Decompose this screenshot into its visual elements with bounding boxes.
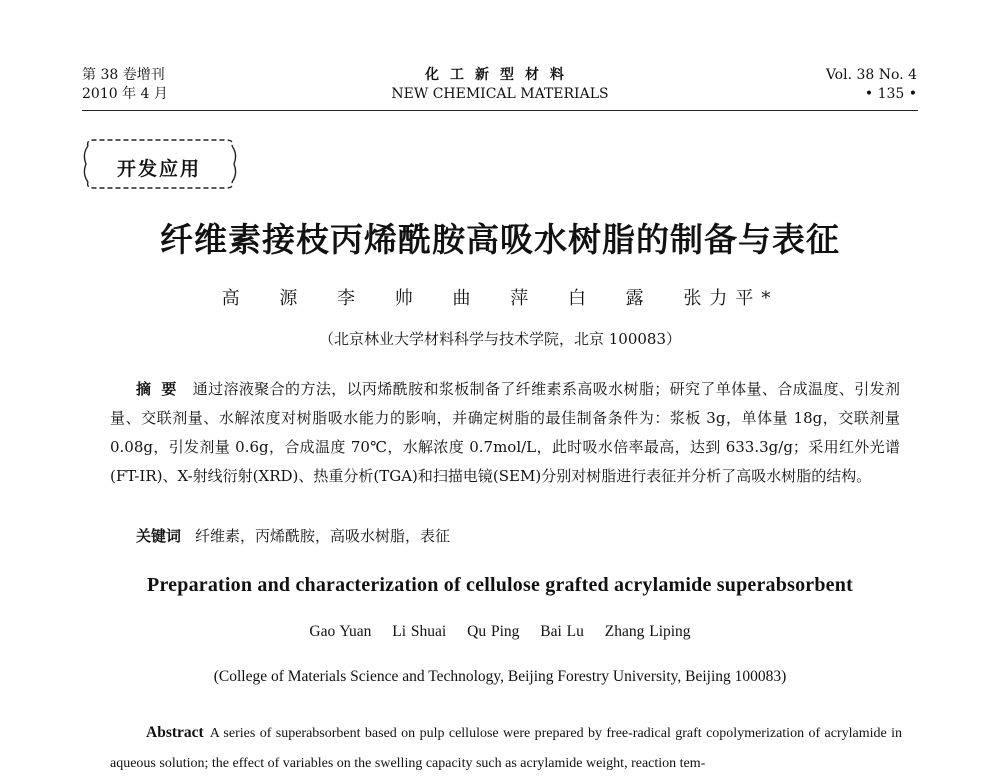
journal-title-cn: 化工新型材料	[425, 67, 575, 83]
header-rule	[82, 110, 918, 111]
author-en: Gao Yuan	[309, 623, 372, 640]
keywords-cn	[136, 525, 450, 546]
volume-en: Vol. 38 No. 4	[825, 67, 917, 83]
abstract-cn-label: 摘要	[136, 380, 187, 398]
author-en: Bai Lu	[540, 623, 584, 640]
keywords-cn-text: 纤维素，丙烯酰胺，高吸水树脂，表征	[195, 527, 451, 545]
abstract-cn	[110, 375, 900, 491]
affiliation-en: (College of Materials Science and Technology, Beijing Forestry University, Beijing 100083)	[213, 668, 787, 685]
abstract-en-label: Abstract	[146, 724, 204, 741]
affiliation-cn: （北京林业大学材料科学与技术学院，北京 100083）	[318, 330, 682, 348]
page-number: • 135 •	[864, 86, 917, 102]
abstract-en	[110, 718, 902, 779]
header-volume-page	[826, 66, 917, 104]
abstract-en-text: A series of superabsorbent based on pulp cellulose were prepared by free-radical graft copolymerization of acrylamide in aqueous solution; the effect of variables on the swelling capacity such as acrylamide weight, reaction tem-	[110, 726, 902, 771]
abstract-cn-text: 通过溶液聚合的方法，以丙烯酰胺和浆板制备了纤维素系高吸水树脂；研究了单体量、合成温度、引发剂量、交联剂量、水解浓度对树脂吸水能力的影响，并确定树脂的最佳制备条件为：浆板 3g，单体量 18g，交联剂量 0.08g，引发剂量 0.6g，合成温度 70℃，水解浓度 0.7mol/L，此时吸水倍率最高，达到 633.3g/g；采用红外光谱(FT-IR)、X-射线衍射(XRD)、热重分析(TGA)和扫描电镜(SEM)分别对树脂进行表征并分析了高吸水树脂的结构。	[110, 380, 900, 485]
journal-title-en: NEW CHEMICAL MATERIALS	[391, 86, 609, 102]
paper-title-cn: 纤维素接枝丙烯酰胺高吸水树脂的制备与表征	[160, 220, 840, 259]
keywords-cn-label: 关键词	[136, 527, 182, 545]
column-label: 开发应用	[116, 158, 201, 180]
volume-cn: 第 38 卷增刊	[82, 67, 165, 83]
date-cn: 2010 年 4 月	[82, 86, 168, 102]
header-volume-date	[82, 66, 168, 104]
author-en: Qu Ping	[467, 623, 520, 640]
authors-cn: 高 源 李 帅 曲 萍 白 露 张力平*	[221, 288, 779, 309]
column-label-box	[80, 136, 238, 192]
paper-title-en: Preparation and characterization of cellulose grafted acrylamide superabsorbent	[147, 574, 853, 596]
author-en: Li Shuai	[392, 623, 447, 640]
header-journal	[380, 66, 620, 104]
author-en: Zhang Liping	[604, 623, 691, 640]
authors-en	[0, 623, 1000, 641]
